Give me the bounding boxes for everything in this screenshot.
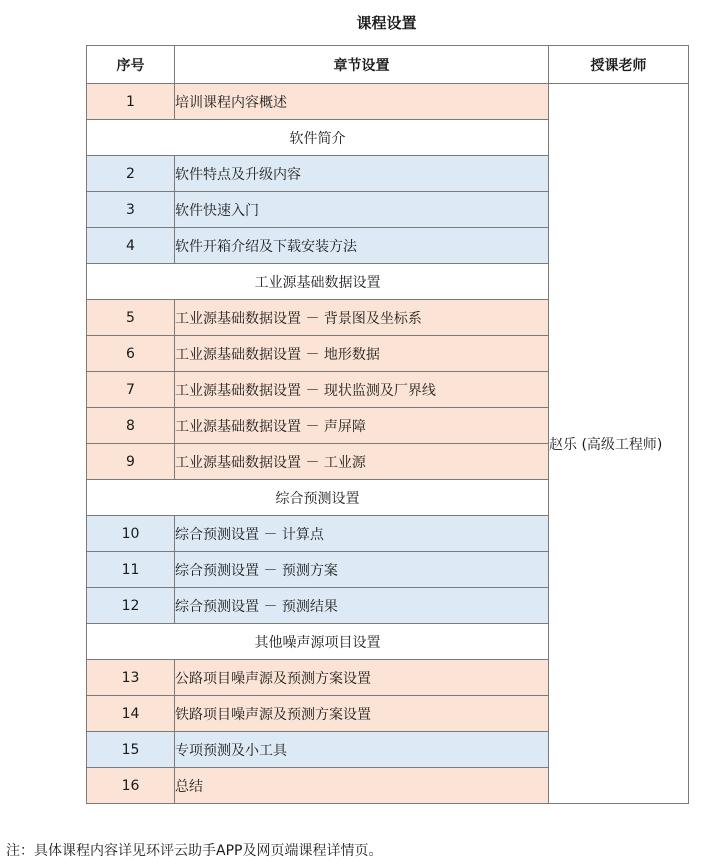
row-chapter: 总结: [175, 768, 549, 804]
section-label: 综合预测设置: [87, 480, 549, 516]
row-number: 11: [87, 552, 175, 588]
row-chapter: 工业源基础数据设置 － 现状监测及厂界线: [175, 372, 549, 408]
row-chapter: 工业源基础数据设置 － 工业源: [175, 444, 549, 480]
header-chapter: 章节设置: [175, 46, 549, 84]
row-number: 7: [87, 372, 175, 408]
footnote: 注：具体课程内容详见环评云助手APP及网页端课程详情页。: [6, 843, 383, 859]
row-number: 2: [87, 156, 175, 192]
row-chapter: 培训课程内容概述: [175, 84, 549, 120]
row-chapter: 工业源基础数据设置 － 声屏障: [175, 408, 549, 444]
row-chapter: 软件特点及升级内容: [175, 156, 549, 192]
row-chapter: 软件快速入门: [175, 192, 549, 228]
row-chapter: 工业源基础数据设置 － 背景图及坐标系: [175, 300, 549, 336]
row-number: 12: [87, 588, 175, 624]
row-chapter: 铁路项目噪声源及预测方案设置: [175, 696, 549, 732]
row-number: 15: [87, 732, 175, 768]
section-label: 软件简介: [87, 120, 549, 156]
section-label: 工业源基础数据设置: [87, 264, 549, 300]
section-label: 其他噪声源项目设置: [87, 624, 549, 660]
row-number: 6: [87, 336, 175, 372]
row-chapter: 软件开箱介绍及下载安装方法: [175, 228, 549, 264]
row-number: 10: [87, 516, 175, 552]
row-number: 9: [87, 444, 175, 480]
row-number: 1: [87, 84, 175, 120]
row-chapter: 工业源基础数据设置 － 地形数据: [175, 336, 549, 372]
row-number: 13: [87, 660, 175, 696]
row-number: 5: [87, 300, 175, 336]
teacher-cell: 赵乐 (高级工程师): [549, 84, 689, 804]
row-chapter: 综合预测设置 － 预测结果: [175, 588, 549, 624]
row-number: 4: [87, 228, 175, 264]
header-teacher: 授课老师: [549, 46, 689, 84]
row-chapter: 综合预测设置 － 计算点: [175, 516, 549, 552]
row-number: 16: [87, 768, 175, 804]
table-body: [87, 84, 689, 804]
row-chapter: 公路项目噪声源及预测方案设置: [175, 660, 549, 696]
row-number: 14: [87, 696, 175, 732]
row-number: 8: [87, 408, 175, 444]
course-schedule-table: [86, 45, 689, 804]
table-row: [87, 84, 689, 120]
table-header-row: [87, 46, 689, 84]
row-chapter: 专项预测及小工具: [175, 732, 549, 768]
row-chapter: 综合预测设置 － 预测方案: [175, 552, 549, 588]
row-number: 3: [87, 192, 175, 228]
header-number: 序号: [87, 46, 175, 84]
page-title: 课程设置: [356, 14, 417, 32]
